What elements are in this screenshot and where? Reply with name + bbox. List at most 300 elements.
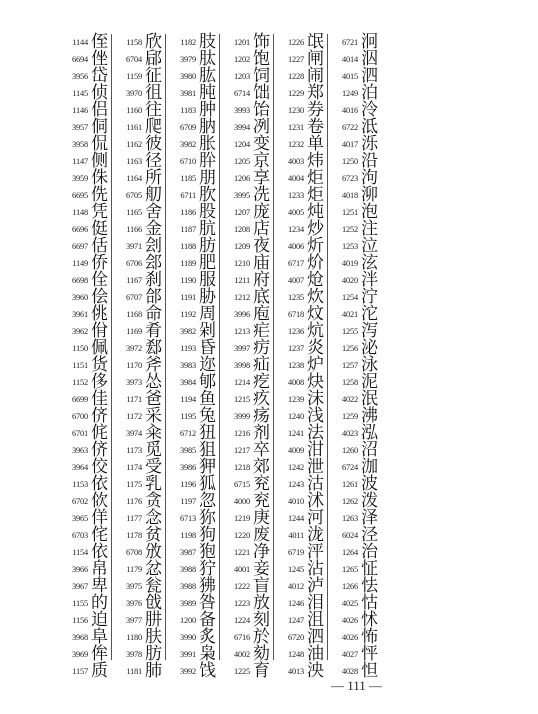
entry-character: 备 [199, 610, 216, 630]
column-3 [165, 32, 219, 681]
entry-character: 侘 [91, 525, 108, 545]
entry-number: 1149 [72, 259, 88, 268]
entry-character: 侧 [91, 151, 108, 171]
entry-character: 肪 [145, 644, 162, 664]
entry-number: 6706 [126, 259, 142, 268]
entry-character: 河 [307, 508, 324, 528]
entry-character: 狝 [199, 508, 216, 528]
entry-number: 1258 [342, 378, 358, 387]
entry-number: 6717 [288, 259, 304, 268]
entry-number: 1159 [126, 72, 142, 81]
entry-number: 6718 [288, 310, 304, 319]
entry-character: 泓 [361, 423, 378, 443]
entry-character: 庙 [253, 253, 270, 273]
entry-character: 侪 [91, 440, 108, 460]
entry-number: 3964 [72, 463, 88, 472]
entry-number: 3972 [126, 344, 142, 353]
entry-number: 3956 [72, 72, 88, 81]
entry-number: 4026 [342, 633, 358, 642]
entry-character: 佾 [91, 321, 108, 341]
entry-character: 侪 [91, 406, 108, 426]
entry-number: 6698 [72, 276, 88, 285]
entry-number: 4025 [342, 599, 358, 608]
entry-character: 炝 [307, 270, 324, 290]
entry-character: 妾 [253, 559, 270, 579]
entry-character: 沱 [361, 304, 378, 324]
entry-character: 郃 [145, 287, 162, 307]
entry-character: 徂 [145, 83, 162, 103]
entry-character: 券 [307, 100, 324, 120]
entry-number: 1166 [126, 225, 142, 234]
entry-number: 3988 [180, 565, 196, 574]
entry-character: 怯 [361, 576, 378, 596]
entry-number: 1168 [126, 310, 142, 319]
entry-character: 侦 [91, 83, 108, 103]
entry-number: 1146 [72, 106, 88, 115]
entry-character: 佩 [91, 338, 108, 358]
entry-number: 1178 [126, 531, 142, 540]
entry-number: 6694 [72, 55, 88, 64]
entry-character: 侹 [91, 219, 108, 239]
entry-character: 胁 [199, 287, 216, 307]
entry-character: 迩 [199, 355, 216, 375]
entry-number: 1162 [126, 140, 142, 149]
entry-number: 4001 [234, 565, 250, 574]
entry-character: 鱼 [199, 389, 216, 409]
entry-character: 兔 [199, 406, 216, 426]
entry-number: 4028 [342, 667, 358, 676]
entry-character: 怛 [361, 661, 378, 681]
entry-number: 6701 [72, 429, 88, 438]
entry-character: 斧 [145, 355, 162, 375]
entry-character: 郇 [199, 372, 216, 392]
entry-number: 1200 [180, 616, 196, 625]
entry-character: 疝 [253, 355, 270, 375]
entry-character: 炔 [307, 372, 324, 392]
entry-character: 佸 [91, 236, 108, 256]
entry-number: 3985 [180, 446, 196, 455]
entry-number: 3976 [126, 599, 142, 608]
entry-number: 3963 [72, 446, 88, 455]
entry-character: 狃 [199, 423, 216, 443]
entry-character: 庖 [253, 304, 270, 324]
entry-number: 1226 [288, 38, 304, 47]
entry-character: 泷 [307, 525, 324, 545]
entry-number: 6700 [72, 412, 88, 421]
entry-character: 佼 [91, 457, 108, 477]
entry-character: 侃 [91, 134, 108, 154]
entry-number: 1192 [180, 310, 196, 319]
entry-number: 3974 [126, 429, 142, 438]
entry-number: 1236 [288, 327, 304, 336]
entry-number: 1198 [180, 531, 196, 540]
entry-number: 4017 [342, 140, 358, 149]
column-4 [219, 32, 273, 681]
entry-character: 爸 [145, 389, 162, 409]
entry-character: 沼 [361, 440, 378, 460]
entry-number: 1154 [72, 548, 88, 557]
entry-character: 泃 [361, 168, 378, 188]
entry-character: 阜 [91, 627, 108, 647]
entry-number: 1207 [234, 208, 250, 217]
entry-number: 1193 [180, 344, 196, 353]
entry-number: 1164 [126, 174, 142, 183]
entry-number: 6710 [180, 157, 196, 166]
entry-number: 4026 [342, 616, 358, 625]
entry-number: 4000 [234, 497, 250, 506]
entry-number: 1144 [72, 38, 88, 47]
entry-character: 废 [253, 525, 270, 545]
entry-number: 1194 [180, 395, 196, 404]
entry-number: 6719 [288, 548, 304, 557]
entry-number: 4018 [342, 191, 358, 200]
entry-number: 6705 [126, 191, 142, 200]
entry-number: 6024 [342, 531, 358, 540]
entry-character: 欣 [145, 32, 162, 52]
entry-number: 1185 [180, 174, 196, 183]
entry-character: 迫 [91, 610, 108, 630]
page-number [0, 678, 538, 694]
entry-number: 1240 [288, 412, 304, 421]
entry-number: 3968 [72, 633, 88, 642]
entry-character: 泽 [361, 508, 378, 528]
entry-character: 采 [145, 406, 162, 426]
entry-number: 1176 [126, 497, 142, 506]
entry-number: 3971 [126, 242, 142, 251]
entry-character: 沾 [307, 559, 324, 579]
entry-number: 6721 [342, 38, 358, 47]
entry-character: 刽 [145, 236, 162, 256]
entry-number: 6723 [342, 174, 358, 183]
entry-character: 饯 [199, 661, 216, 681]
entry-character: 泥 [361, 372, 378, 392]
entry-character: 肽 [199, 49, 216, 69]
entry-character: 炙 [199, 627, 216, 647]
entry-character: 单 [307, 134, 324, 154]
entry-character: 法 [307, 423, 324, 443]
entry-number: 3987 [180, 548, 196, 557]
entry-character: 怵 [361, 610, 378, 630]
entry-number: 1241 [288, 429, 304, 438]
entry-character: 肺 [145, 661, 162, 681]
entry-number: 6707 [126, 293, 142, 302]
entry-number: 1224 [234, 616, 250, 625]
entry-number: 1220 [234, 531, 250, 540]
entry-character: 彼 [145, 134, 162, 154]
entry-character: 剁 [199, 321, 216, 341]
entry-number: 3994 [234, 123, 250, 132]
entry-character: 侩 [91, 287, 108, 307]
entry-number: 6699 [72, 395, 88, 404]
entry-number: 6708 [126, 548, 142, 557]
entry-number: 1181 [126, 667, 142, 676]
entry-character: 肤 [145, 627, 162, 647]
entry-character: 氓 [307, 32, 324, 52]
entry-character: 炬 [307, 185, 324, 205]
entry-number: 1196 [180, 480, 196, 489]
entry-character: 泌 [361, 338, 378, 358]
entry-character: 疡 [253, 406, 270, 426]
entry-character: 炊 [307, 287, 324, 307]
entry-number: 6712 [180, 429, 196, 438]
entry-number: 4009 [288, 446, 304, 455]
entry-number: 4021 [342, 310, 358, 319]
entry-number: 1228 [288, 72, 304, 81]
entry-number: 4022 [342, 395, 358, 404]
entry-character: 沸 [361, 406, 378, 426]
entry-character: 狐 [199, 474, 216, 494]
entry-character: 注 [361, 219, 378, 239]
entry-number: 6704 [126, 55, 142, 64]
entry-number: 1170 [126, 361, 142, 370]
entry-number: 3957 [72, 123, 88, 132]
entry-character: 泣 [361, 236, 378, 256]
entry-character: 兖 [253, 491, 270, 511]
entry-number: 1255 [342, 327, 358, 336]
entry-character: 泙 [307, 542, 324, 562]
entry-number: 1229 [288, 89, 304, 98]
entry-number: 4010 [288, 497, 304, 506]
entry-number: 1145 [72, 89, 88, 98]
entry-character: 泳 [361, 355, 378, 375]
entry-number: 1163 [126, 157, 142, 166]
entry-number: 1247 [288, 616, 304, 625]
entry-character: 沽 [307, 474, 324, 494]
entry-number: 1209 [234, 242, 250, 251]
entry-number: 3959 [72, 174, 88, 183]
entry-character: 郈 [145, 49, 162, 69]
entry-number: 3965 [72, 514, 88, 523]
entry-number: 3983 [180, 361, 196, 370]
entry-number: 1147 [72, 157, 88, 166]
entry-character: 郐 [145, 253, 162, 273]
entry-character: 疙 [253, 372, 270, 392]
entry-number: 1245 [288, 565, 304, 574]
entry-character: 舠 [145, 185, 162, 205]
entry-number: 1186 [180, 208, 196, 217]
entry-character: 泗 [307, 627, 324, 647]
entry-number: 6714 [234, 89, 250, 98]
entry-character: 饳 [253, 83, 270, 103]
entry-character: 京 [253, 151, 270, 171]
entry-number: 1252 [342, 225, 358, 234]
entry-character: 泮 [361, 270, 378, 290]
entry-number: 1234 [288, 225, 304, 234]
entry-number: 1215 [234, 395, 250, 404]
entry-number: 1235 [288, 293, 304, 302]
entry-character: 瓮 [145, 576, 162, 596]
entry-number: 1204 [234, 140, 250, 149]
entry-character: 净 [253, 542, 270, 562]
entry-number: 1188 [180, 242, 196, 251]
entry-number: 3970 [126, 89, 142, 98]
entry-number: 3961 [72, 310, 88, 319]
entry-character: 怂 [145, 372, 162, 392]
entry-character: 庞 [253, 202, 270, 222]
entry-number: 4014 [342, 55, 358, 64]
entry-character: 夜 [253, 236, 270, 256]
entry-number: 1206 [234, 174, 250, 183]
entry-number: 1243 [288, 480, 304, 489]
entry-number: 1254 [342, 293, 358, 302]
entry-number: 3973 [126, 378, 142, 387]
entry-number: 6711 [180, 191, 196, 200]
entry-character: 泠 [361, 100, 378, 120]
entry-character: 冼 [253, 185, 270, 205]
entry-character: 闹 [307, 66, 324, 86]
entry-character: 泇 [361, 457, 378, 477]
entry-character: 肼 [145, 610, 162, 630]
entry-number: 4006 [288, 242, 304, 251]
entry-character: 炕 [307, 321, 324, 341]
entry-number: 1253 [342, 242, 358, 251]
entry-character: 贫 [145, 525, 162, 545]
entry-number: 1152 [72, 378, 88, 387]
entry-number: 3958 [72, 140, 88, 149]
entry-character: 侏 [91, 168, 108, 188]
entry-character: 店 [253, 219, 270, 239]
entry-character: 饱 [253, 49, 270, 69]
entry-character: 泾 [361, 525, 378, 545]
entry-character: 泪 [307, 593, 324, 613]
entry-character: 泔 [307, 440, 324, 460]
entry-character: 泱 [307, 661, 324, 681]
entry-number: 3975 [126, 582, 142, 591]
entry-number: 1256 [342, 344, 358, 353]
entry-character: 炘 [307, 236, 324, 256]
entry-character: 府 [253, 270, 270, 290]
entry-character: 径 [145, 151, 162, 171]
entry-character: 狞 [199, 559, 216, 579]
entry-number: 1266 [342, 582, 358, 591]
entry-character: 侈 [91, 372, 108, 392]
entry-character: 泞 [361, 287, 378, 307]
entry-number: 1210 [234, 259, 250, 268]
entry-character: 侨 [91, 253, 108, 273]
entry-character: 爬 [145, 117, 162, 137]
entry-character: 泖 [361, 185, 378, 205]
entry-number: 1260 [342, 446, 358, 455]
entry-character: 籴 [145, 423, 162, 443]
entry-character: 泊 [361, 83, 378, 103]
entry-number: 4013 [288, 667, 304, 676]
entry-character: 泼 [361, 491, 378, 511]
entry-character: 劾 [253, 644, 270, 664]
entry-character: 疠 [253, 338, 270, 358]
entry-character: 侔 [91, 644, 108, 664]
entry-number: 6713 [180, 514, 196, 523]
entry-number: 3977 [126, 616, 142, 625]
entry-number: 6722 [342, 123, 358, 132]
entry-character: 饰 [253, 32, 270, 52]
entry-number: 1190 [180, 276, 196, 285]
entry-number: 1227 [288, 55, 304, 64]
entry-character: 泯 [361, 389, 378, 409]
entry-character: 肮 [199, 219, 216, 239]
entry-character: 怖 [361, 627, 378, 647]
entry-character: 岱 [91, 66, 108, 86]
entry-character: 泜 [361, 117, 378, 137]
entry-character: 剂 [253, 423, 270, 443]
entry-character: 郑 [307, 83, 324, 103]
entry-character: 昏 [199, 338, 216, 358]
entry-number: 1264 [342, 548, 358, 557]
entry-character: 所 [145, 168, 162, 188]
entry-character: 狍 [199, 542, 216, 562]
entry-character: 泗 [361, 66, 378, 86]
entry-number: 3967 [72, 582, 88, 591]
entry-number: 1183 [180, 106, 196, 115]
entry-character: 郊 [253, 457, 270, 477]
entry-character: 凭 [91, 202, 108, 222]
entry-number: 4023 [342, 429, 358, 438]
entry-number: 1158 [126, 38, 142, 47]
entry-number: 1221 [234, 548, 250, 557]
entry-character: 炎 [307, 338, 324, 358]
entry-character: 泄 [307, 457, 324, 477]
entry-number: 1218 [234, 463, 250, 472]
entry-character: 狎 [199, 457, 216, 477]
entry-character: 炖 [307, 202, 324, 222]
entry-character: 疚 [253, 389, 270, 409]
entry-number: 1250 [342, 157, 358, 166]
entry-number: 1263 [342, 514, 358, 523]
entry-character: 炬 [307, 168, 324, 188]
entry-number: 3992 [180, 667, 196, 676]
entry-character: 枭 [199, 644, 216, 664]
entry-number: 1156 [72, 616, 88, 625]
entry-number: 1172 [126, 412, 142, 421]
entry-number: 6709 [180, 123, 196, 132]
entry-number: 1169 [126, 327, 142, 336]
entry-number: 1151 [72, 361, 88, 370]
entry-character: 於 [253, 627, 270, 647]
entry-number: 6724 [342, 463, 358, 472]
entry-number: 1173 [126, 446, 142, 455]
entry-number: 6715 [234, 480, 250, 489]
entry-number: 6696 [72, 225, 88, 234]
entry-character: 治 [361, 542, 378, 562]
column-2 [111, 32, 165, 681]
entry-character: 饲 [253, 66, 270, 86]
entry-number: 1208 [234, 225, 250, 234]
entry-character: 享 [253, 168, 270, 188]
entry-number: 1257 [342, 361, 358, 370]
entry-number: 1214 [234, 378, 250, 387]
entry-number: 1175 [126, 480, 142, 489]
entry-number: 1244 [288, 514, 304, 523]
entry-character: 狙 [199, 440, 216, 460]
entry-number: 4008 [288, 378, 304, 387]
entry-character: 戗 [145, 593, 162, 613]
entry-character: 肭 [199, 117, 216, 137]
entry-number: 1232 [288, 140, 304, 149]
entry-number: 1239 [288, 395, 304, 404]
entry-character: 泺 [361, 134, 378, 154]
entry-character: 依 [91, 542, 108, 562]
entry-number: 6695 [72, 191, 88, 200]
entry-character: 受 [145, 457, 162, 477]
entry-character: 炌 [307, 253, 324, 273]
entry-number: 1242 [288, 463, 304, 472]
entry-number: 1180 [126, 633, 142, 642]
entry-character: 佯 [91, 508, 108, 528]
entry-character: 沿 [361, 151, 378, 171]
entry-number: 3966 [72, 565, 88, 574]
entry-character: 觅 [145, 440, 162, 460]
entry-character: 股 [199, 202, 216, 222]
entry-character: 胀 [199, 134, 216, 154]
